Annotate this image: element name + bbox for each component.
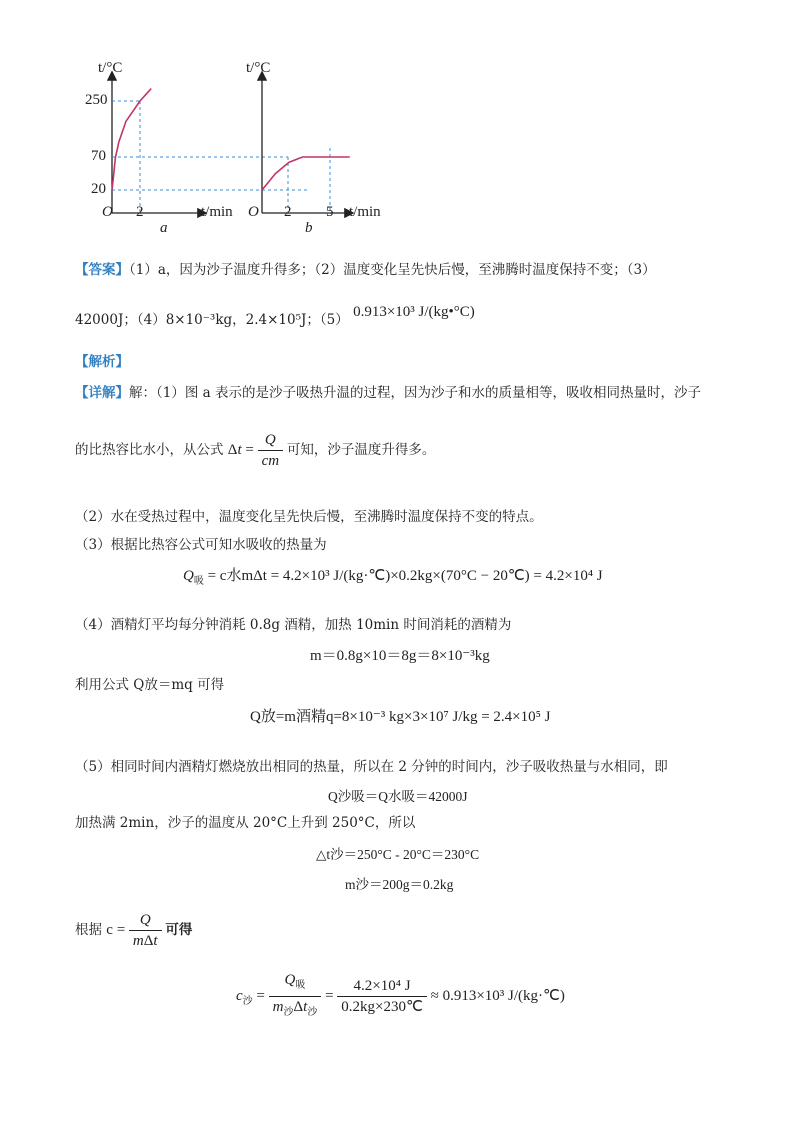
- formula-dt: Δt = $\frac{Q}{cm}$: [228, 442, 287, 458]
- graph-a-xtick-2: 2: [136, 204, 144, 220]
- graph-b-xtick-2: 2: [284, 204, 292, 220]
- detail-p1: [75, 383, 701, 403]
- graph-a-ytick-20: 20: [91, 181, 106, 197]
- answer-text-2a: 42000J；（4）8×10⁻³kg，2.4×10⁵J；（5）: [75, 312, 349, 328]
- detail-p5c-post: 可得: [165, 921, 193, 938]
- eq6-den: 0.2kg×230℃: [341, 999, 423, 1015]
- answer-text-2b: 0.913×10³ J/(kg•°C): [353, 304, 475, 320]
- formula-dt-fraction: $\frac{Q}{cm}$: [258, 430, 284, 471]
- detail-p1b-post: 可知，沙子温度升得多。: [286, 441, 436, 458]
- graph-b-curve: [262, 157, 350, 190]
- detail-p2: （2）水在受热过程中，温度变化呈先快后慢，至沸腾时温度保持不变的特点。: [75, 509, 543, 525]
- detail-p3: （3）根据比热容公式可知水吸收的热量为: [75, 537, 327, 553]
- graph-a-x-label: t/min: [201, 204, 233, 220]
- detail-p4: （4）酒精灯平均每分钟消耗 0.8g 酒精，加热 10min 时间消耗的酒精为: [75, 617, 512, 633]
- detail-eq4b: Q放=m酒精q=8×10⁻³ kg×3×10⁷ J/kg = 2.4×10⁵ J: [250, 709, 551, 725]
- detail-p4b: 利用公式 Q放＝mq 可得: [75, 677, 225, 693]
- answer-line-1: [75, 260, 656, 280]
- formula-c: c = $\frac{Q}{\text{mΔt}}$: [106, 922, 165, 938]
- graph-b-origin: O: [248, 204, 259, 220]
- graph-b-caption: b: [305, 220, 313, 236]
- answer-line-2: [75, 304, 475, 330]
- graph-a-ytick-70: 70: [91, 148, 106, 164]
- detail-eq3: $Q_吸 = c$水mΔt = 4.2×10³ J/(kg·℃)×0.2kg×(70°C − 20℃) = 4.2×10⁴ J: [183, 568, 603, 587]
- analysis-tag: 【解析】: [75, 354, 129, 370]
- detail-tag: 【详解】: [75, 385, 129, 401]
- graph-a-y-label: t/°C: [98, 60, 123, 76]
- graph-b-xtick-5: 5: [326, 204, 334, 220]
- detail-eq5c: m沙＝200g＝0.2kg: [345, 877, 454, 892]
- eq6-frac-2: [337, 976, 427, 1017]
- detail-p5: （5）相同时间内酒精灯燃烧放出相同的热量，所以在 2 分钟的时间内，沙子吸收热量与水相同，即: [75, 759, 668, 775]
- graph-b-y-label: t/°C: [246, 60, 271, 76]
- detail-p1b-pre: 的比热容比水小，从公式: [75, 441, 224, 458]
- detail-p5c-pre: 根据: [75, 921, 102, 938]
- detail-eq5b: △t沙＝250°C - 20°C＝230°C: [316, 847, 480, 862]
- graph-a-curve: [112, 89, 151, 190]
- graph-a-ytick-250: 250: [85, 92, 108, 108]
- graph-b-x-label: t/min: [349, 204, 381, 220]
- answer-text-1: （1）a，因为沙子温度升得多；（2）温度变化呈先快后慢，至沸腾时温度保持不变；（3）: [129, 262, 656, 278]
- detail-eq4: m＝0.8g×10＝8g＝8×10⁻³kg: [310, 648, 490, 664]
- detail-eq6: $c_沙$ = $\frac{Q_吸}{m_沙\Delta t_沙}$ = $\frac{\text{4.2×10⁴ J}}{0.2kg\times 230℃}$ ≈ 0.913×10³ J/(kg·℃): [236, 970, 565, 1023]
- detail-p5b: 加热满 2min，沙子的温度从 20°C上升到 250°C，所以: [75, 815, 416, 831]
- detail-eq5a: Q沙吸＝Q水吸＝42000J: [328, 789, 468, 804]
- answer-tag: 【答案】: [75, 262, 129, 278]
- graph-a-origin: O: [102, 204, 113, 220]
- eq6-frac-1: $\frac{Q_吸}{m_沙\Delta t_沙}$: [269, 970, 322, 1023]
- detail-p1-text: 解：（1）图 a 表示的是沙子吸热升温的过程，因为沙子和水的质量相等，吸收相同热量时，沙子: [129, 385, 701, 401]
- detail-p5c: [75, 910, 192, 951]
- eq6-result: ≈ 0.913×10³ J/(kg·℃): [430, 987, 565, 1004]
- formula-c-fraction: $\frac{Q}{\text{mΔt}}$: [129, 910, 162, 951]
- eq6-num: 4.2×10⁴ J: [337, 976, 427, 997]
- graph-a-caption: a: [160, 220, 168, 236]
- detail-eq3-text: = c水mΔt = 4.2×10³ J/(kg·℃)×0.2kg×(70°C − 20℃) = 4.2×10⁴ J: [207, 568, 603, 584]
- detail-p1b: [75, 430, 435, 471]
